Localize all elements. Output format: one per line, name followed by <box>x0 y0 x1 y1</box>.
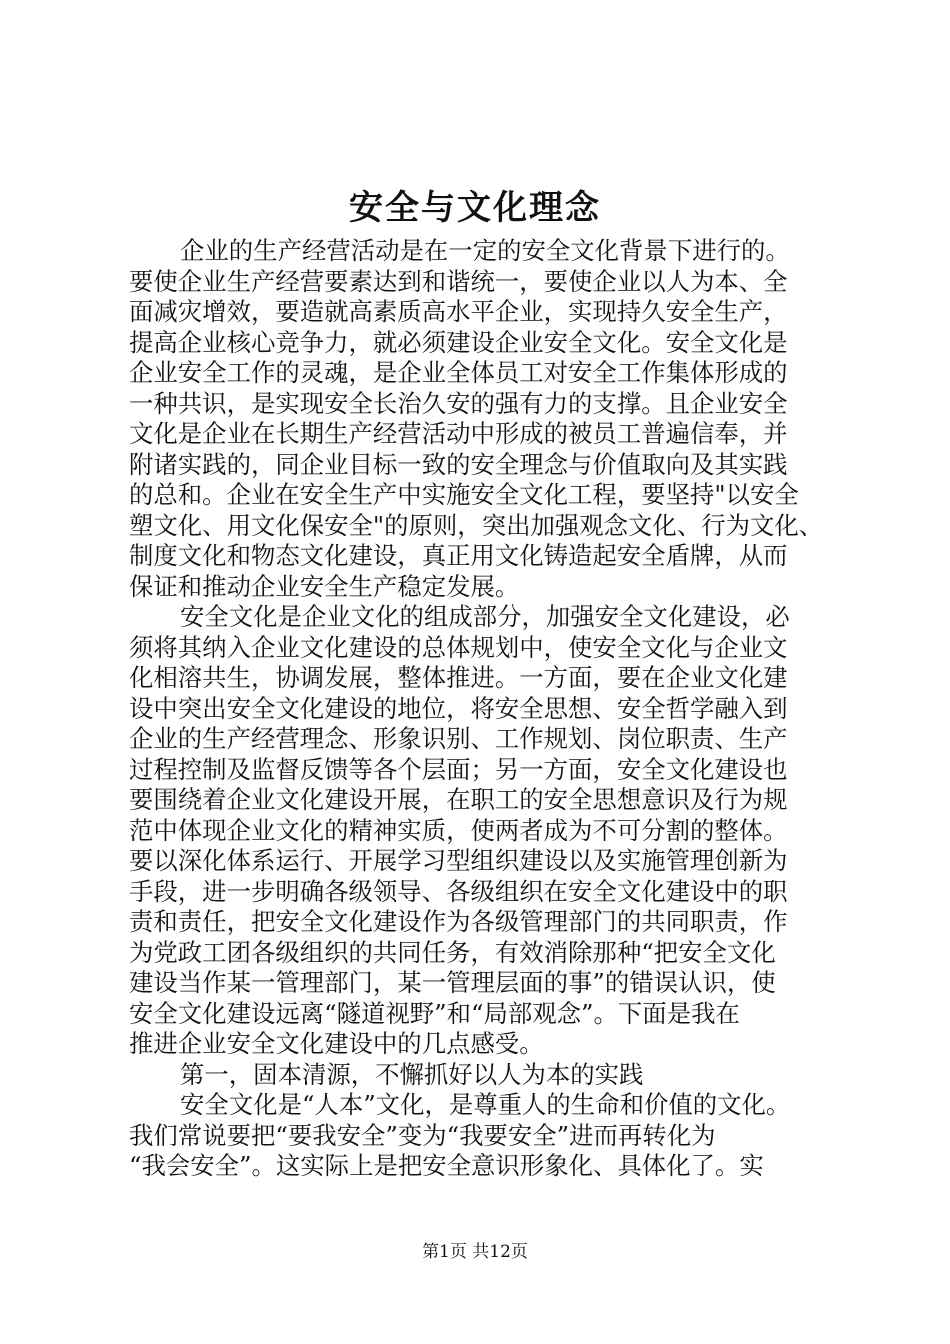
text-line: 企业的生产经营理念、形象识别、工作规划、岗位职责、生产 <box>129 724 788 753</box>
text-line: 企业安全工作的灵魂，是企业全体员工对安全工作集体形成的 <box>129 358 788 387</box>
document-title: 安全与文化理念 <box>349 188 601 228</box>
text-line: 安全文化是企业文化的组成部分，加强安全文化建设，必 <box>180 602 790 631</box>
text-line: 建设当作某一管理部门，某一管理层面的事”的错误认识，使 <box>129 968 776 997</box>
text-line: 安全文化建设远离“隧道视野”和“局部观念”。下面是我在 <box>129 998 740 1028</box>
text-line: 的总和。企业在安全生产中实施安全文化工程，要坚持"以安全 <box>129 480 799 509</box>
text-line: 一种共识，是实现安全长治久安的强有力的支撑。且企业安全 <box>129 388 788 418</box>
text-line: 手段，进一步明确各级领导、各级组织在安全文化建设中的职 <box>129 876 788 906</box>
text-line: 附诸实践的，同企业目标一致的安全理念与价值取向及其实践 <box>129 449 788 479</box>
text-line: 保证和推动企业安全生产稳定发展。 <box>129 571 520 601</box>
text-line: 第一，固本清源，不懈抓好以人为本的实践 <box>180 1059 644 1089</box>
text-line: 范中体现企业文化的精神实质，使两者成为不可分割的整体。 <box>129 815 788 845</box>
text-line: 设中突出安全文化建设的地位，将安全思想、安全哲学融入到 <box>129 693 788 723</box>
text-line: 为党政工团各级组织的共同任务，有效消除那种“把安全文化 <box>129 937 776 967</box>
text-line: 我们常说要把“要我安全”变为“我要安全”进而再转化为 <box>129 1120 716 1150</box>
text-line: 制度文化和物态文化建设，真正用文化铸造起安全盾牌，从而 <box>129 541 788 570</box>
text-line: 推进企业安全文化建设中的几点感受。 <box>129 1029 544 1058</box>
text-line: 塑文化、用文化保安全"的原则，突出加强观念文化、行为文化、 <box>129 510 824 540</box>
page-footer: 第1页 共12页 <box>422 1242 528 1262</box>
text-line: 责和责任，把安全文化建设作为各级管理部门的共同职责，作 <box>129 907 788 936</box>
text-line: 提高企业核心竞争力，就必须建设企业安全文化。安全文化是 <box>129 327 788 357</box>
text-line: 过程控制及监督反馈等各个层面；另一方面，安全文化建设也 <box>129 754 788 784</box>
text-line: 要围绕着企业文化建设开展，在职工的安全思想意识及行为规 <box>129 785 788 814</box>
text-line: 须将其纳入企业文化建设的总体规划中，使安全文化与企业文 <box>129 632 788 662</box>
document-body <box>129 236 831 1182</box>
text-line: 安全文化是“人本”文化，是尊重人的生命和价值的文化。 <box>180 1090 791 1119</box>
text-line: 要使企业生产经营要素达到和谐统一，要使企业以人为本、全 <box>129 266 788 296</box>
text-line: “我会安全”。这实际上是把安全意识形象化、具体化了。实 <box>129 1151 764 1180</box>
text-line: 要以深化体系运行、开展学习型组织建设以及实施管理创新为 <box>129 846 788 875</box>
text-line: 化相溶共生，协调发展，整体推进。一方面，要在企业文化建 <box>129 663 788 692</box>
text-line: 企业的生产经营活动是在一定的安全文化背景下进行的。 <box>180 236 790 265</box>
text-line: 文化是企业在长期生产经营活动中形成的被员工普遍信奉，并 <box>129 419 788 448</box>
text-line: 面减灾增效，要造就高素质高水平企业，实现持久安全生产， <box>129 297 788 326</box>
